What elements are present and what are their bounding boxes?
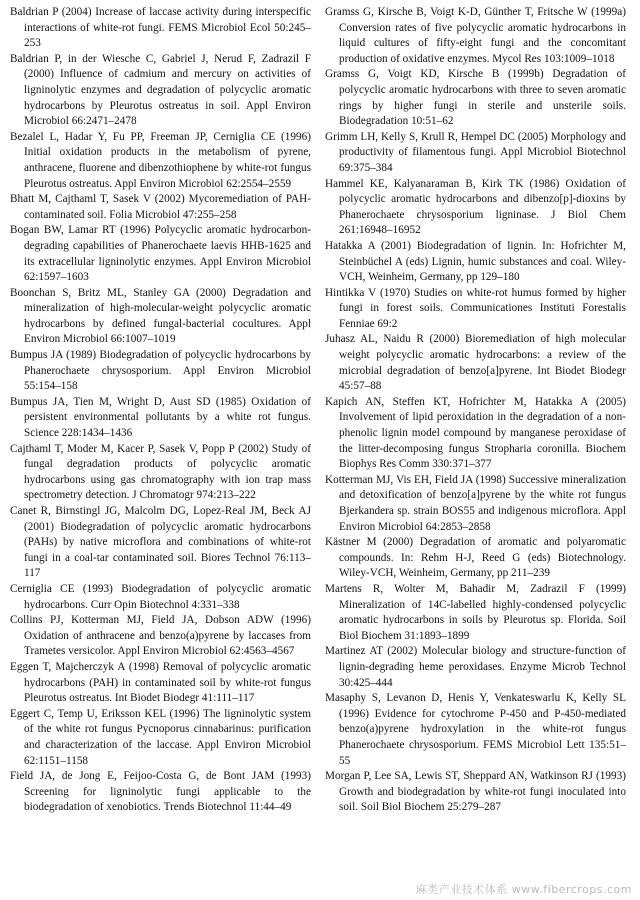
reference-entry: Baldrian P, in der Wiesche C, Gabriel J, Nerud F, Zadrazil F (2000) Influence of cadmium and mercury on activities of ligninolytic enzymes and degradation of polycyclic aromatic hydrocarbons by Pleurotus ostreatus in soil. Appl Environ Microbiol 66:2471–2478 <box>10 52 311 128</box>
reference-entry: Hintikka V (1970) Studies on white-rot humus formed by higher fungi in forest soils. Communicationes Instituti Forestalis Fenniae 69:2 <box>325 286 626 330</box>
reference-entry: Bumpus JA (1989) Biodegradation of polycyclic hydrocarbons by Phanerochaete chrysosporium. Appl Environ Microbiol 55:154–158 <box>10 349 311 393</box>
reference-entry: Canet R, Birnstingl JG, Malcolm DG, Lopez-Real JM, Beck AJ (2001) Biodegradation of polycyclic aromatic hydrocarbons (PAHs) by native microflora and combinations of white-rot fungi in a coal-tar contaminated soil. Biores Technol 76:113–117 <box>10 505 311 580</box>
reference-entry: Bogan BW, Lamar RT (1996) Polycyclic aromatic hydrocarbon-degrading capabilities of Phanerochaete laevis HHB-1625 and its extracellular ligninolytic enzymes. Appl Environ Microbiol 62:1597–1603 <box>10 224 311 284</box>
site-watermark: 麻类产业技术体系 www.fibercrops.com <box>415 883 632 896</box>
right-reference-column <box>325 5 626 816</box>
reference-entry: Collins PJ, Kotterman MJ, Field JA, Dobson ADW (1996) Oxidation of anthracene and benzo(a)pyrene by laccases from Trametes versicolor. Appl Environ Microbiol 62:4563–4567 <box>10 614 311 658</box>
reference-entry: Martinez AT (2002) Molecular biology and structure-function of lignin-degrading heme peroxidases. Enzyme Microb Technol 30:425–444 <box>325 645 626 689</box>
reference-entry: Boonchan S, Britz ML, Stanley GA (2000) Degradation and mineralization of high-molecular-weight polycyclic aromatic hydrocarbons by defined fungal-bacterial cocultures. Appl Environ Microbiol 66:1007–1019 <box>10 286 311 346</box>
reference-columns <box>10 5 630 816</box>
reference-entry: Cerniglia CE (1993) Biodegradation of polycyclic aromatic hydrocarbons. Curr Opin Biotechnol 4:331–338 <box>10 582 311 611</box>
reference-entry: Hatakka A (2001) Biodegradation of lignin. In: Hofrichter M, Steinbüchel A (eds) Lignin, humic substances and coal. Wiley-VCH, Weinheim, Germany, pp 129–180 <box>325 239 626 284</box>
reference-entry: Bumpus JA, Tien M, Wright D, Aust SD (1985) Oxidation of persistent environmental pollutants by a white rot fungus. Science 228:1434–1436 <box>10 395 311 440</box>
reference-entry: Bhatt M, Cajthaml T, Sasek V (2002) Mycoremediation of PAH-contaminated soil. Folia Microbiol 47:255–258 <box>10 193 311 221</box>
reference-entry: Juhasz AL, Naidu R (2000) Bioremediation of high molecular weight polycyclic aromatic hydrocarbons: a review of the microbial degradation of benzo[a]pyrene. Int Biodet Biodegr 45:57–88 <box>325 333 626 393</box>
reference-entry: Masaphy S, Levanon D, Henis Y, Venkateswarlu K, Kelly SL (1996) Evidence for cytochrome P-450 and P-450-mediated benzo(a)pyrene hydroxylation in the white-rot fungus Phanerochaete chrysosporium. FEMS Microbiol Lett 135:51–55 <box>325 692 626 767</box>
reference-entry: Field JA, de Jong E, Feijoo-Costa G, de Bont JAM (1993) Screening for ligninolytic fungi applicable to the biodegradation of xenobiotics. Trends Biotechnol 11:44–49 <box>10 770 311 814</box>
reference-entry: Eggen T, Majcherczyk A (1998) Removal of polycyclic aromatic hydrocarbons (PAH) in contaminated soil by white-rot fungus Pleurotus ostreatus. Int Biodet Biodegr 41:111–117 <box>10 660 311 705</box>
reference-entry: Gramss G, Kirsche B, Voigt K-D, Günther T, Fritsche W (1999a) Conversion rates of five polycyclic aromatic hydrocarbons in liquid cultures of fifty-eight fungi and the concomitant production of oxidative enzymes. Mycol Res 103:1009–1018 <box>325 6 626 65</box>
reference-entry: Kotterman MJ, Vis EH, Field JA (1998) Successive mineralization and detoxification of benzo[a]pyrene by the white rot fungus Bjerkandera sp. strain BOS55 and indigenous microflora. Appl Environ Microbiol 64:2853–2858 <box>325 473 626 533</box>
reference-entry: Grimm LH, Kelly S, Krull R, Hempel DC (2005) Morphology and productivity of filamentous fungi. Appl Microbiol Biotechnol 69:375–384 <box>325 130 626 174</box>
reference-entry: Martens R, Wolter M, Bahadir M, Zadrazil F (1999) Mineralization of 14C-labelled highly-condensed polycyclic aromatic hydrocarbons in soils by Pleurotus sp. Florida. Soil Biol Biochem 31:1893–1899 <box>325 582 626 642</box>
reference-entry: Kästner M (2000) Degradation of aromatic and polyaromatic compounds. In: Rehm H-J, Reed G (eds) Biotechnology. Wiley-VCH, Weinheim, Germany, pp 211–239 <box>325 536 626 580</box>
reference-entry: Cajthaml T, Moder M, Kacer P, Sasek V, Popp P (2002) Study of fungal degradation products of polycyclic aromatic hydrocarbons using gas chromatography with ion trap mass spectrometry detection. J Chromatogr 974:213–222 <box>10 442 311 502</box>
reference-entry: Eggert C, Temp U, Eriksson KEL (1996) The ligninolytic system of the white rot fungus Pycnoporus cinnabarinus: purification and characterization of the laccase. Appl Environ Microbiol 62:1151–1158 <box>10 707 311 767</box>
reference-entry: Baldrian P (2004) Increase of laccase activity during interspecific interactions of white-rot fungi. FEMS Microbiol Ecol 50:245–253 <box>10 6 311 50</box>
left-reference-column <box>10 5 311 816</box>
reference-entry: Hammel KE, Kalyanaraman B, Kirk TK (1986) Oxidation of polycyclic aromatic hydrocarbons and dibenzo[p]-dioxins by Phanerochaete chrysosporium ligninase. J Biol Chem 261:16948–16952 <box>325 177 626 237</box>
reference-entry: Gramss G, Voigt KD, Kirsche B (1999b) Degradation of polycyclic aromatic hydrocarbons with three to seven aromatic rings by higher fungi in sterile and unsterile soils. Biodegradation 10:51–62 <box>325 68 626 128</box>
reference-entry: Bezalel L, Hadar Y, Fu PP, Freeman JP, Cerniglia CE (1996) Initial oxidation products in the metabolism of pyrene, anthracene, fluorene and dibenzothiophene by white-rot fungus Pleurotus ostreatus. Appl Environ Microbiol 62:2554–2559 <box>10 130 311 190</box>
reference-entry: Kapich AN, Steffen KT, Hofrichter M, Hatakka A (2005) Involvement of lipid peroxidation in the degradation of a non-phenolic lignin model compound by manganese peroxidase of the litter-decomposing fungus Stropharia coronilla. Biochem Biophys Res Comm 330:371–377 <box>325 395 626 471</box>
reference-entry: Morgan P, Lee SA, Lewis ST, Sheppard AN, Watkinson RJ (1993) Growth and biodegradation by white-rot fungi inoculated into soil. Soil Biol Biochem 25:279–287 <box>325 770 626 814</box>
